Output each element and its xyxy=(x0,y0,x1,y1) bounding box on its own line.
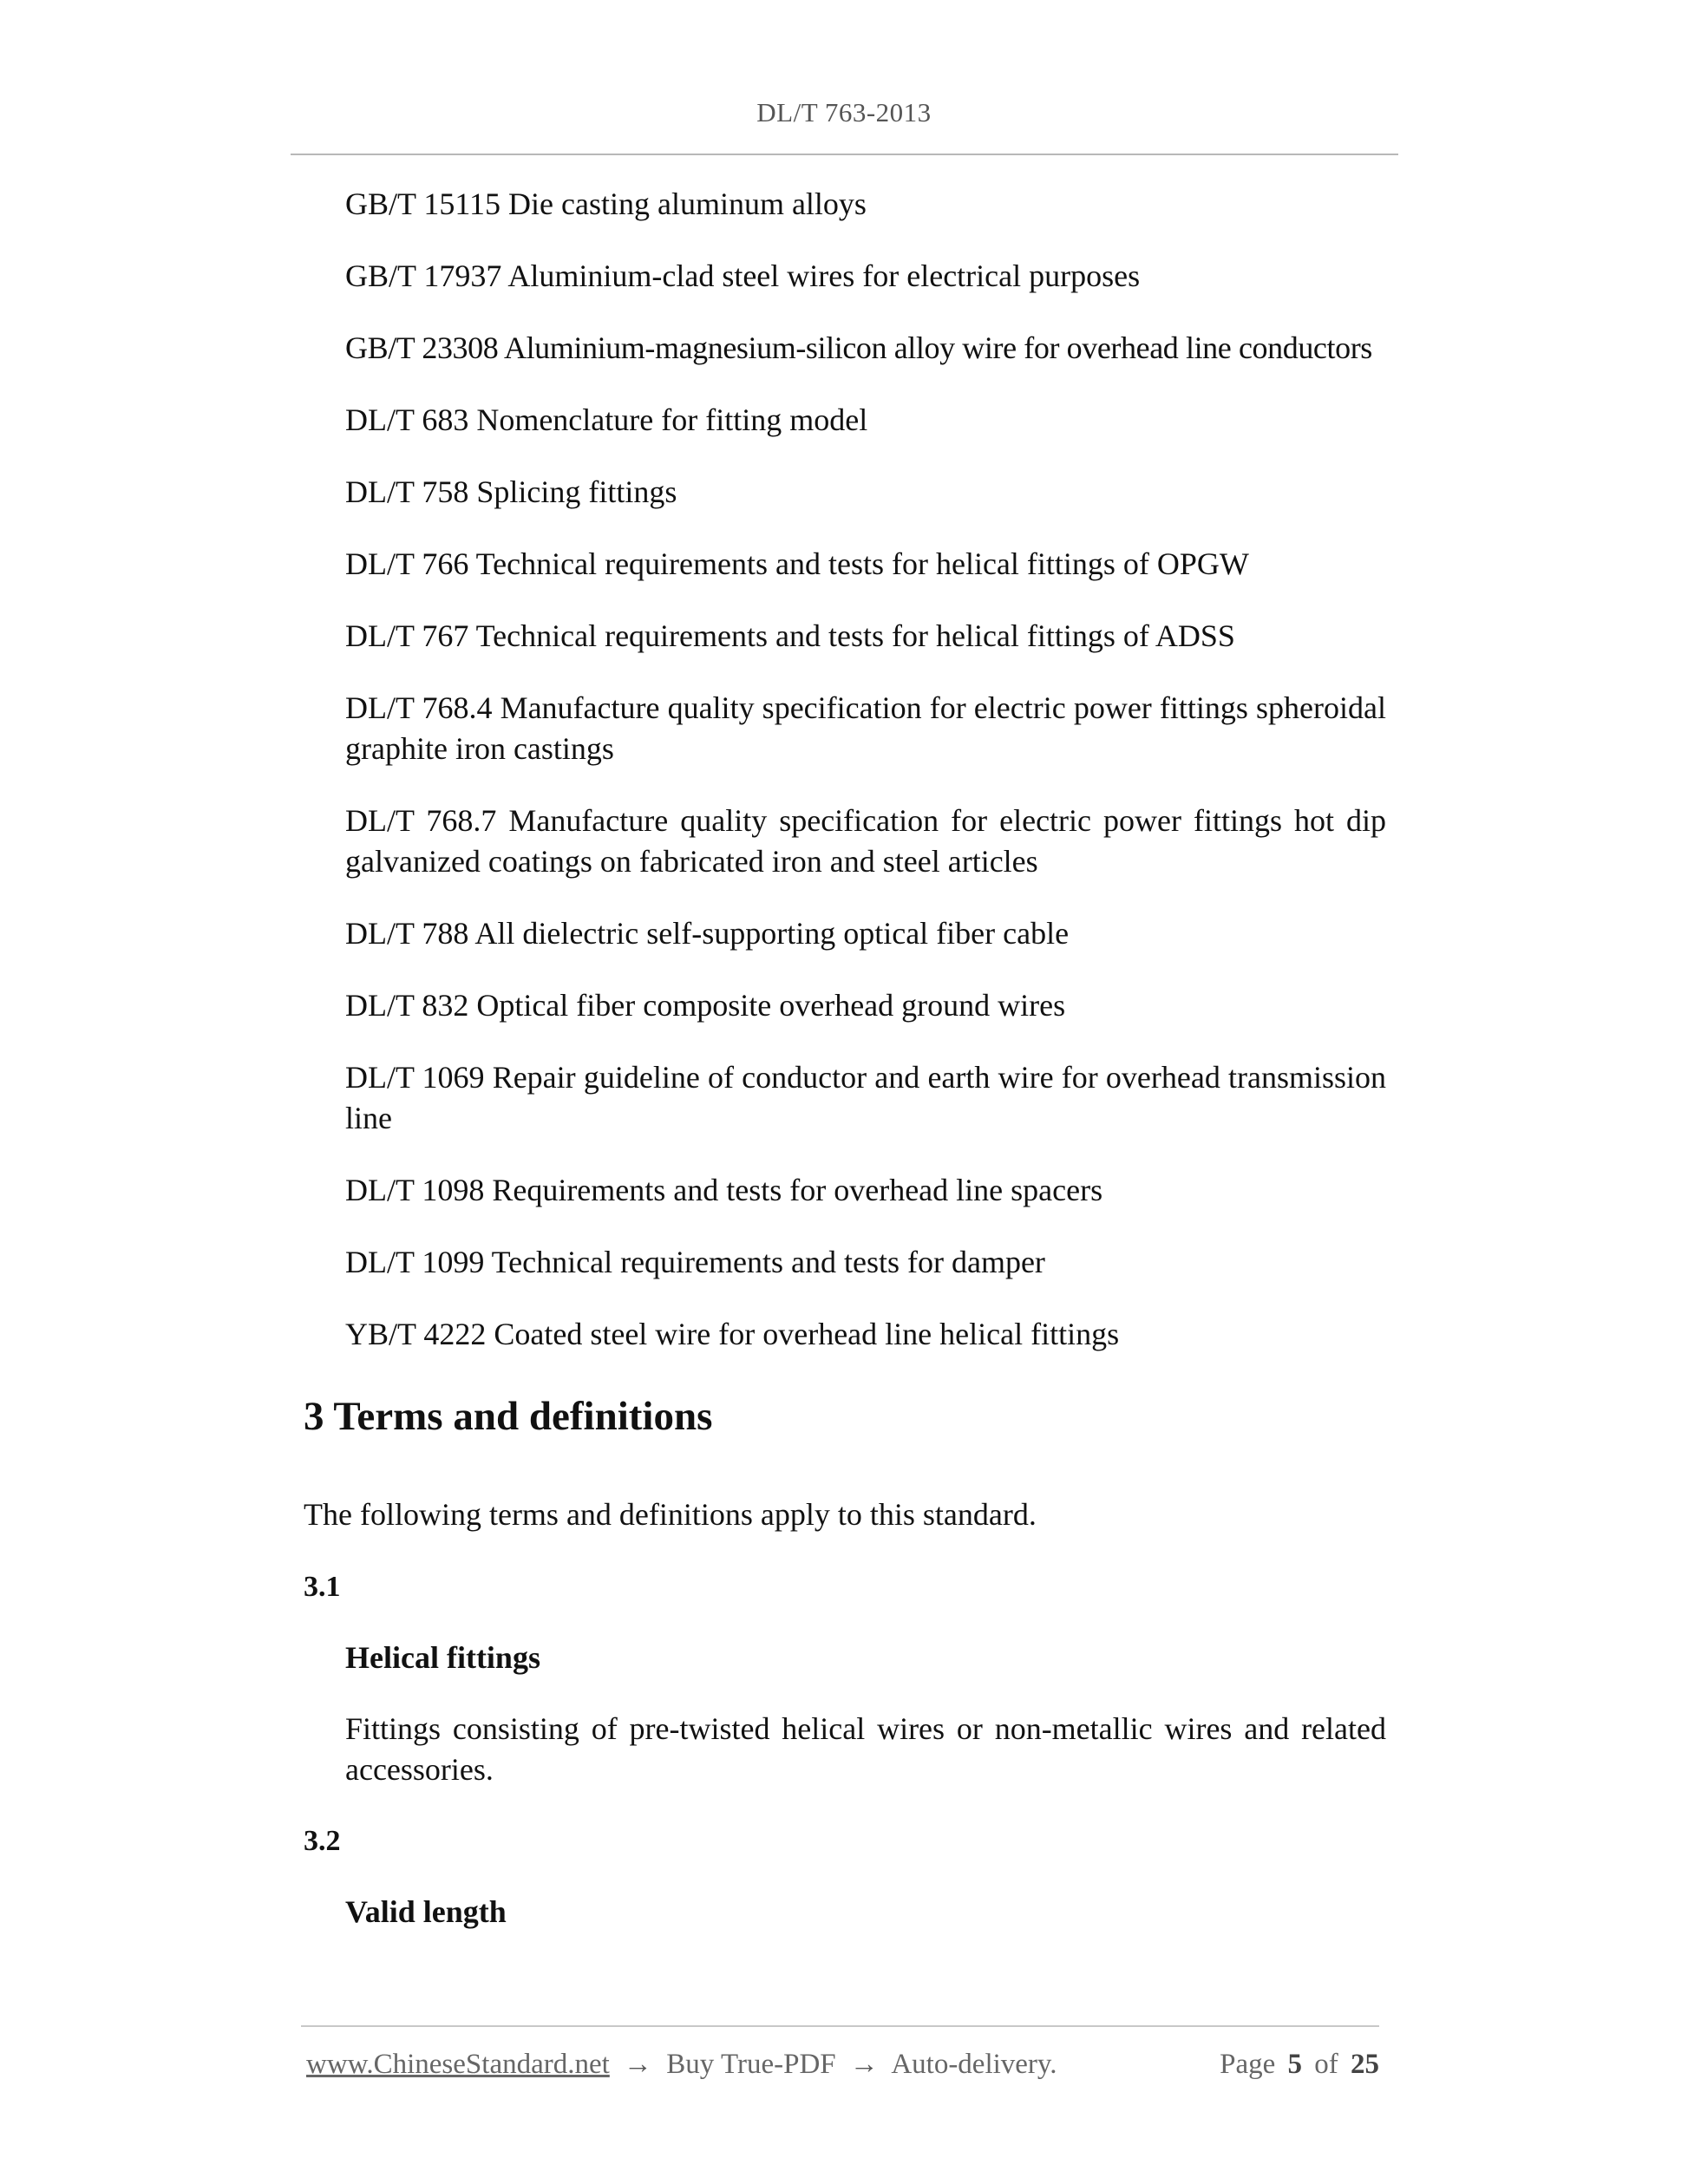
reference-item: DL/T 767 Technical requirements and tests for helical fittings of ADSS xyxy=(345,618,1235,653)
footer-divider xyxy=(301,2025,1379,2027)
buy-pdf-text: Buy True-PDF xyxy=(666,2049,836,2080)
of-label: of xyxy=(1314,2049,1338,2080)
term-name: Helical fittings xyxy=(345,1640,540,1675)
term-definition: Fittings consisting of pre-twisted helical wires or non-metallic wires and related accessories. xyxy=(345,1711,1386,1787)
auto-delivery-text: Auto-delivery. xyxy=(891,2049,1057,2080)
footer-promo xyxy=(306,2045,1057,2083)
reference-item: DL/T 1098 Requirements and tests for overhead line spacers xyxy=(345,1173,1103,1207)
reference-item: DL/T 766 Technical requirements and tests for helical fittings of OPGW xyxy=(345,546,1249,581)
reference-item: DL/T 1069 Repair guideline of conductor and earth wire for overhead transmission line xyxy=(345,1060,1386,1135)
reference-item: GB/T 15115 Die casting aluminum alloys xyxy=(345,186,867,221)
term-number: 3.2 xyxy=(304,1825,341,1857)
total-pages-number: 25 xyxy=(1351,2049,1379,2080)
page-label: Page xyxy=(1220,2049,1276,2080)
normative-references-list xyxy=(345,184,1386,1386)
reference-item: YB/T 4222 Coated steel wire for overhead line helical fittings xyxy=(345,1317,1120,1351)
reference-item: DL/T 1099 Technical requirements and tests for damper xyxy=(345,1245,1045,1279)
reference-item: DL/T 788 All dielectric self-supporting optical fiber cable xyxy=(345,916,1070,951)
arrow-right-icon: → xyxy=(624,2049,653,2080)
reference-item: DL/T 832 Optical fiber composite overhead ground wires xyxy=(345,988,1066,1023)
arrow-right-icon: → xyxy=(849,2049,879,2080)
reference-item: DL/T 683 Nomenclature for fitting model xyxy=(345,402,868,437)
section-intro: The following terms and definitions apply to this standard. xyxy=(304,1497,1037,1532)
page-indicator xyxy=(1214,2045,1379,2083)
section-heading: 3 Terms and definitions xyxy=(304,1394,713,1439)
term-name: Valid length xyxy=(345,1894,507,1929)
reference-item: GB/T 17937 Aluminium-clad steel wires for electrical purposes xyxy=(345,258,1141,293)
term-number: 3.1 xyxy=(304,1571,341,1603)
reference-item: DL/T 768.7 Manufacture quality specification for electric power fittings hot dip galvanized coatings on fabricated iron and steel articles xyxy=(345,803,1386,879)
reference-item: GB/T 23308 Aluminium-magnesium-silicon alloy wire for overhead line conductors xyxy=(345,330,1372,365)
page-footer xyxy=(306,2045,1379,2083)
current-page-number: 5 xyxy=(1287,2049,1302,2080)
reference-item: DL/T 768.4 Manufacture quality specification for electric power fittings spheroidal graphite iron castings xyxy=(345,690,1386,766)
document-code-header: DL/T 763-2013 xyxy=(756,97,932,128)
website-link[interactable]: www.ChineseStandard.net xyxy=(306,2049,610,2080)
header-divider xyxy=(291,154,1398,155)
reference-item: DL/T 758 Splicing fittings xyxy=(345,474,677,509)
